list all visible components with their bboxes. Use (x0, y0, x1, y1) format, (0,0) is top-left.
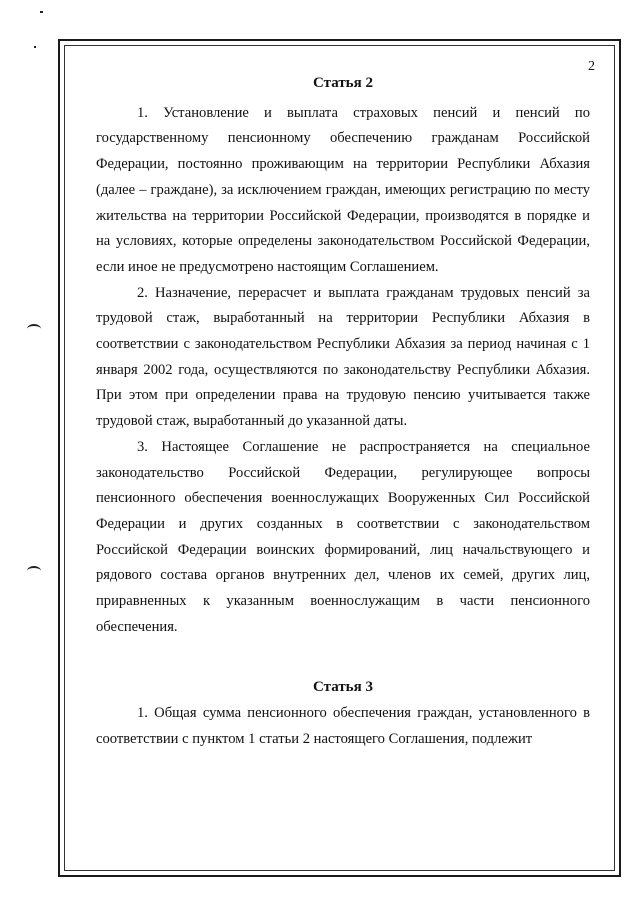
article-3 (96, 675, 590, 752)
article-heading: Статья 3 (313, 679, 373, 696)
punch-hole-mark (27, 566, 41, 576)
article-2 (96, 71, 590, 640)
document-body (96, 71, 590, 753)
punch-hole-mark (27, 324, 41, 334)
article-paragraph: 1. Установление и выплата страховых пенсий и пенсий по государственному пенсионному обеспечению гражданам Российской Федерации, постоянно проживающим на территории Республики Абхазия (далее – граждане), за исключением граждан, имеющих регистрацию по месту жительства на территории Российской Федерации, производятся в порядке и на условиях, которые определены законодательством Российской Федерации, если иное не предусмотрено настоящим Соглашением. (96, 104, 590, 275)
scan-speck (34, 46, 36, 48)
page-number: 2 (588, 59, 595, 74)
article-heading: Статья 2 (313, 75, 373, 91)
article-paragraph: 1. Общая сумма пенсионного обеспечения граждан, установленного в соответствии с пунктом 1 статьи 2 настоящего Соглашения, подлежит (96, 705, 590, 747)
scan-speck (40, 11, 43, 13)
article-paragraph: 3. Настоящее Соглашение не распространяется на специальное законодательство Российской Федерации, регулирующее вопросы пенсионного обеспечения военнослужащих Вооруженных Сил Российской Федерации и других созданных в соответствии с законодательством Российской Федерации воинских формирований, лиц начальствующего и рядового состава органов внутренних дел, членов их семей, других лиц, приравненных к указанным военнослужащим в части пенсионного обеспечения. (96, 438, 590, 635)
article-paragraph: 2. Назначение, перерасчет и выплата гражданам трудовых пенсий за трудовой стаж, выработанный на территории Республики Абхазия в соответствии с законодательством Республики Абхазия за период начиная с 1 января 2002 года, осуществляются по законодательству Республики Абхазия. При этом при определении права на трудовую пенсию учитывается также трудовой стаж, выработанный до указанной даты. (96, 284, 590, 430)
